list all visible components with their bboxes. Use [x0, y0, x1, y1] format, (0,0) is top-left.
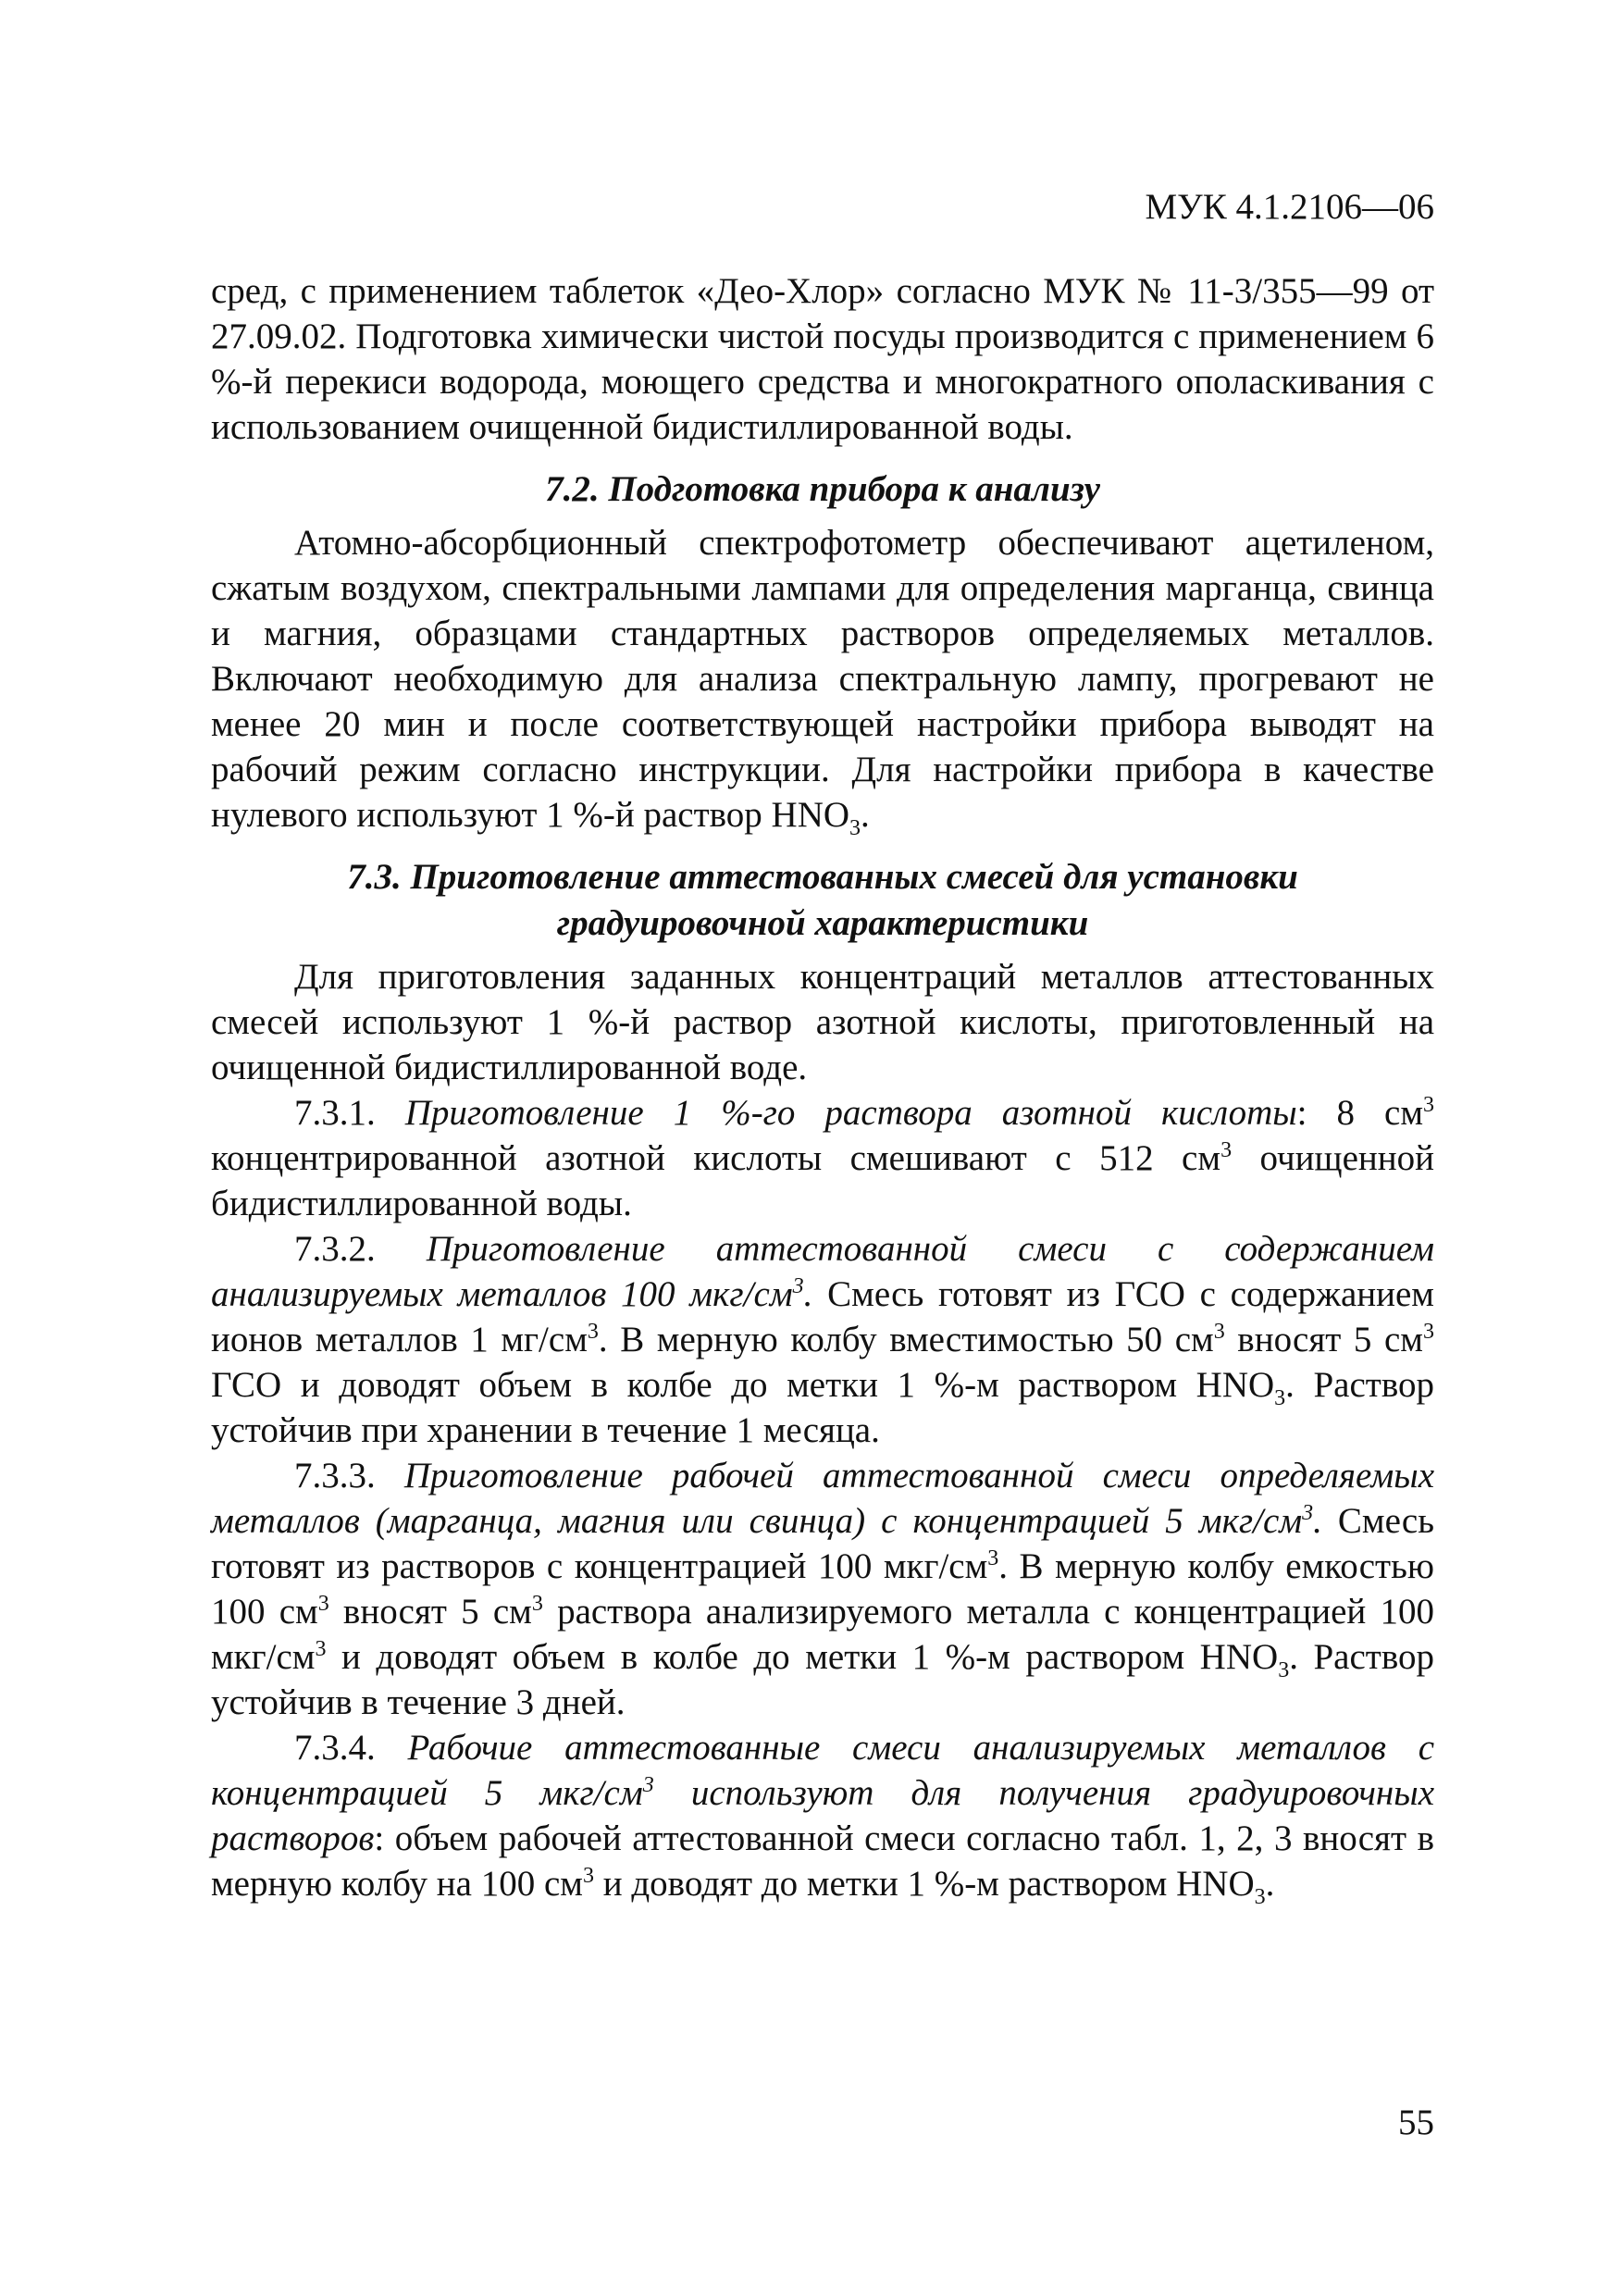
section-7-2-title: 7.2. Подготовка прибора к анализу: [545, 469, 1100, 509]
page-content: [211, 268, 1435, 1909]
intro-paragraph: сред, с применением таблеток «Део-Хлор» согласно МУК № 11-3/355—99 от 27.09.02. Подготовка химически чистой посуды производится с применением 6 %-й перекиси водорода, моющего средства и многократного ополаскивания с использованием очищенной бидистиллированной воды.: [211, 271, 1434, 447]
section-7-3-title: 7.3. Приготовление аттестованных смесей для установки градуировочной характеристики: [347, 857, 1298, 943]
paragraph-7-3-1: 7.3.1. Приготовление 1 %-го раствора азотной кислоты: 8 $см^3$ концентрированной азотной кислоты смешивают с 512 $см^3$ очищенной бидистиллированной воды.: [211, 1093, 1435, 1223]
paragraph-7-3-3: 7.3.3. Приготовление рабочей аттестованной смеси определяемых металлов (марганца, магния или свинца) с концентрацией 5 мкг/$см^3$. Смесь готовят из растворов с концентрацией 100 мкг/$см^3$. В мерную колбу емкостью 100 $см^3$ вносят 5 $см^3$ раствора анализируемого металла с концентрацией 100 мкг/$см^3$ и доводят объем в колбе до метки 1 %-м раствором $HNO_3$. Раствор устойчив в течение 3 дней.: [211, 1456, 1435, 1722]
section-7-2-body: Атомно-абсорбционный спектрофотометр обеспечивают ацетиленом, сжатым воздухом, спектральными лампами для определения марганца, свинца и магния, образцами стандартных растворов определяемых металлов. Включают необходимую для анализа спектральную лампу, прогревают не менее 20 мин и после соответствующей настройки прибора выводят на рабочий режим согласно инструкции. Для настройки прибора в качестве нулевого используют 1 %-й раствор $HNO_3$.: [211, 523, 1434, 840]
section-7-3-intro: Для приготовления заданных концентраций металлов аттестованных смесей используют 1 %-й раствор азотной кислоты, приготовленный на очищенной бидистиллированной воде.: [211, 957, 1434, 1087]
page-number: 55: [1398, 2103, 1434, 2142]
page-header-doc-code: МУК 4.1.2106—06: [1145, 187, 1434, 227]
paragraph-7-3-4: 7.3.4. Рабочие аттестованные смеси анализируемых металлов с концентрацией 5 мкг/$см^3$ используют для получения градуировочных растворов: объем рабочей аттестованной смеси согласно табл. 1, 2, 3 вносят в мерную колбу на 100 $см^3$ и доводят до метки 1 %-м раствором $HNO_3$.: [211, 1728, 1435, 1909]
paragraph-7-3-2: 7.3.2. Приготовление аттестованной смеси с содержанием анализируемых металлов 100 мкг/$см^3$. Смесь готовят из ГСО с содержанием ионов металлов 1 $мг/см^3$. В мерную колбу вместимостью 50 $см^3$ вносят 5 $см^3$ ГСО и доводят объем в колбе до метки 1 %-м раствором $HNO_3$. Раствор устойчив при хранении в течение 1 месяца.: [211, 1229, 1435, 1450]
